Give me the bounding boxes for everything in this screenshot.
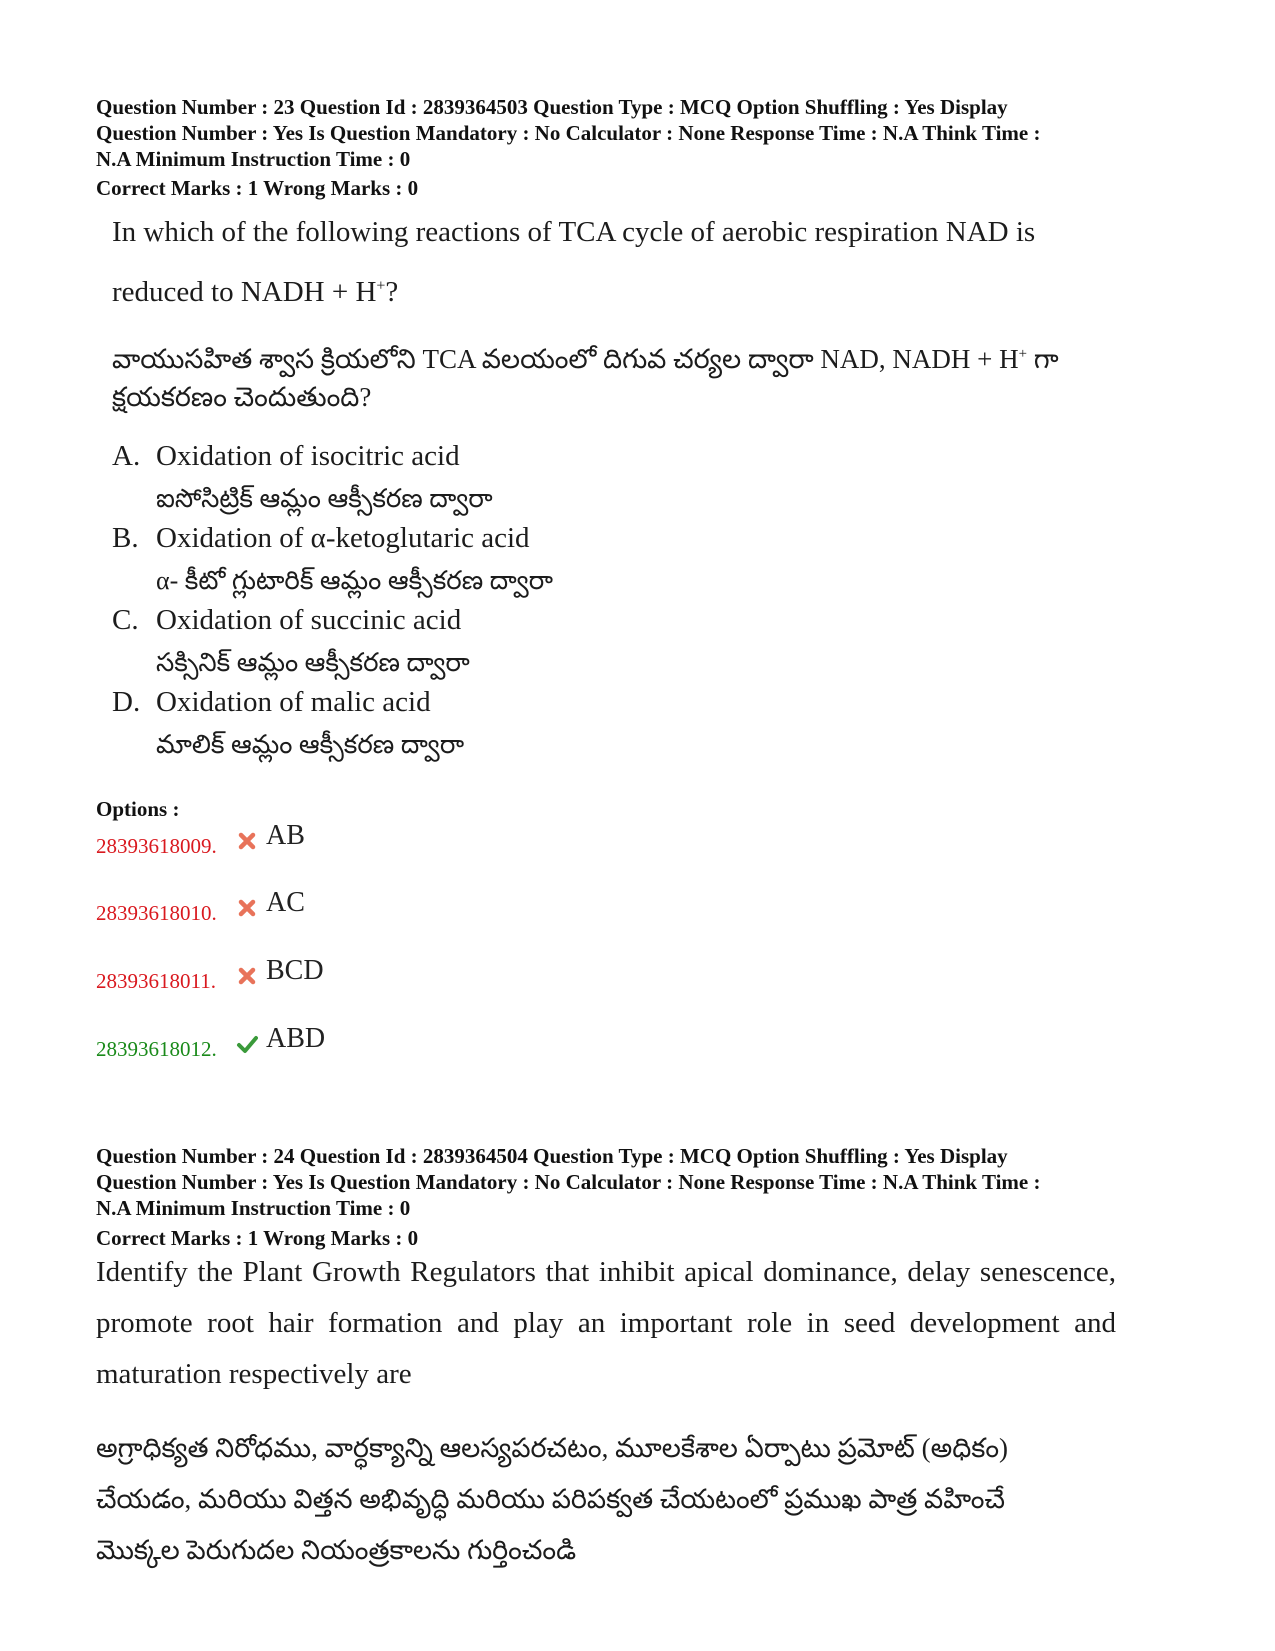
q24-question-en-line1: Identify the Plant Growth Regulators that inhibit apical dominance, delay senescence, bbox=[96, 1256, 1116, 1288]
q23-question-te-line1 bbox=[112, 344, 1059, 382]
q23-en-formula: reduced to NADH + H bbox=[112, 276, 377, 308]
option-id: 28393618010. bbox=[96, 901, 217, 925]
q23-te-sup: + bbox=[1018, 346, 1027, 362]
q24-question-te-line1: అగ్రాధిక్యత నిరోధము, వార్ధక్యాన్ని ఆలస్యపరచటం, మూలకేశాల ఏర్పాటు ప్రమోట్ (అధికం) bbox=[96, 1433, 1009, 1463]
q23-meta bbox=[96, 94, 1176, 172]
statement-c bbox=[112, 604, 461, 637]
statement-text: Oxidation of succinic acid bbox=[156, 604, 462, 636]
options-label: Options : bbox=[96, 797, 180, 821]
statement-letter: B. bbox=[112, 522, 139, 554]
q24-question-en-line3: maturation respectively are bbox=[96, 1358, 412, 1390]
q24-question-te-line2: చేయడం, మరియు విత్తన అభివృద్ధి మరియు పరిపక్వత చేయటంలో ప్రముఖ పాత్ర వహించే bbox=[96, 1484, 1006, 1514]
option-id: 28393618011. bbox=[96, 969, 216, 993]
statement-letter: A. bbox=[112, 440, 141, 472]
q24-question-te-line3: మొక్కల పెరుగుదల నియంత్రకాలను గుర్తించండి bbox=[96, 1535, 577, 1565]
q23-question-en-line1: In which of the following reactions of TCA cycle of aerobic respiration NAD is bbox=[112, 216, 1036, 248]
q23-marks: Correct Marks : 1 Wrong Marks : 0 bbox=[96, 176, 419, 200]
q23-te-text: వాయుసహిత శ్వాస క్రియలోని TCA వలయంలో దిగువ చర్యల ద్వారా NAD, NADH + H bbox=[112, 344, 1019, 374]
statement-a-te: ఐసోసిట్రిక్ ఆమ్లం ఆక్సీకరణ ద్వారా bbox=[156, 484, 493, 513]
statement-text: Oxidation of isocitric acid bbox=[156, 440, 460, 472]
q23-meta-line3: N.A Minimum Instruction Time : 0 bbox=[96, 147, 411, 171]
q23-en-sup: + bbox=[376, 277, 386, 295]
q24-marks: Correct Marks : 1 Wrong Marks : 0 bbox=[96, 1226, 419, 1250]
option-text: BCD bbox=[266, 955, 324, 986]
q24-meta-line1: Question Number : 24 Question Id : 2839364504 Question Type : MCQ Option Shuffling : Yes Display bbox=[96, 1144, 1008, 1168]
statement-d-te: మాలిక్ ఆమ్లం ఆక్సీకరణ ద్వారా bbox=[156, 730, 465, 759]
statement-b bbox=[112, 522, 530, 555]
option-text: ABD bbox=[266, 1023, 326, 1054]
cross-icon bbox=[236, 897, 258, 919]
statement-text: Oxidation of α-ketoglutaric acid bbox=[156, 522, 530, 554]
option-id: 28393618012. bbox=[96, 1037, 217, 1061]
statement-b-te: α- కీటో గ్లుటారిక్ ఆమ్లం ఆక్సీకరణ ద్వారా bbox=[156, 566, 553, 595]
statement-text: Oxidation of malic acid bbox=[156, 686, 431, 718]
option-text: AC bbox=[266, 887, 305, 918]
cross-icon bbox=[236, 830, 258, 852]
q24-question-en-line2: promote root hair formation and play an important role in seed development and bbox=[96, 1307, 1116, 1339]
option-id: 28393618009. bbox=[96, 834, 217, 858]
check-icon bbox=[236, 1033, 258, 1055]
q23-te-suffix: గా bbox=[1026, 344, 1059, 374]
statement-a bbox=[112, 440, 460, 473]
option-text: AB bbox=[266, 820, 305, 851]
q23-meta-line1: Question Number : 23 Question Id : 2839364503 Question Type : MCQ Option Shuffling : Yes Display bbox=[96, 95, 1008, 119]
cross-icon bbox=[236, 965, 258, 987]
statement-c-te: సక్సినిక్ ఆమ్లం ఆక్సీకరణ ద్వారా bbox=[156, 648, 470, 677]
statement-d bbox=[112, 686, 431, 719]
statement-letter: C. bbox=[112, 604, 139, 636]
statement-letter: D. bbox=[112, 686, 141, 718]
q23-en-qmark: ? bbox=[385, 276, 399, 308]
q23-question-en-line2 bbox=[112, 276, 398, 309]
q23-question-te-line2: క్షయకరణం చెందుతుంది? bbox=[112, 382, 372, 412]
q24-meta-line3: N.A Minimum Instruction Time : 0 bbox=[96, 1196, 411, 1220]
q23-meta-line2: Question Number : Yes Is Question Mandatory : No Calculator : None Response Time : N.A Think Time : bbox=[96, 121, 1041, 145]
q24-meta bbox=[96, 1143, 1176, 1221]
q24-meta-line2: Question Number : Yes Is Question Mandatory : No Calculator : None Response Time : N.A Think Time : bbox=[96, 1170, 1041, 1194]
